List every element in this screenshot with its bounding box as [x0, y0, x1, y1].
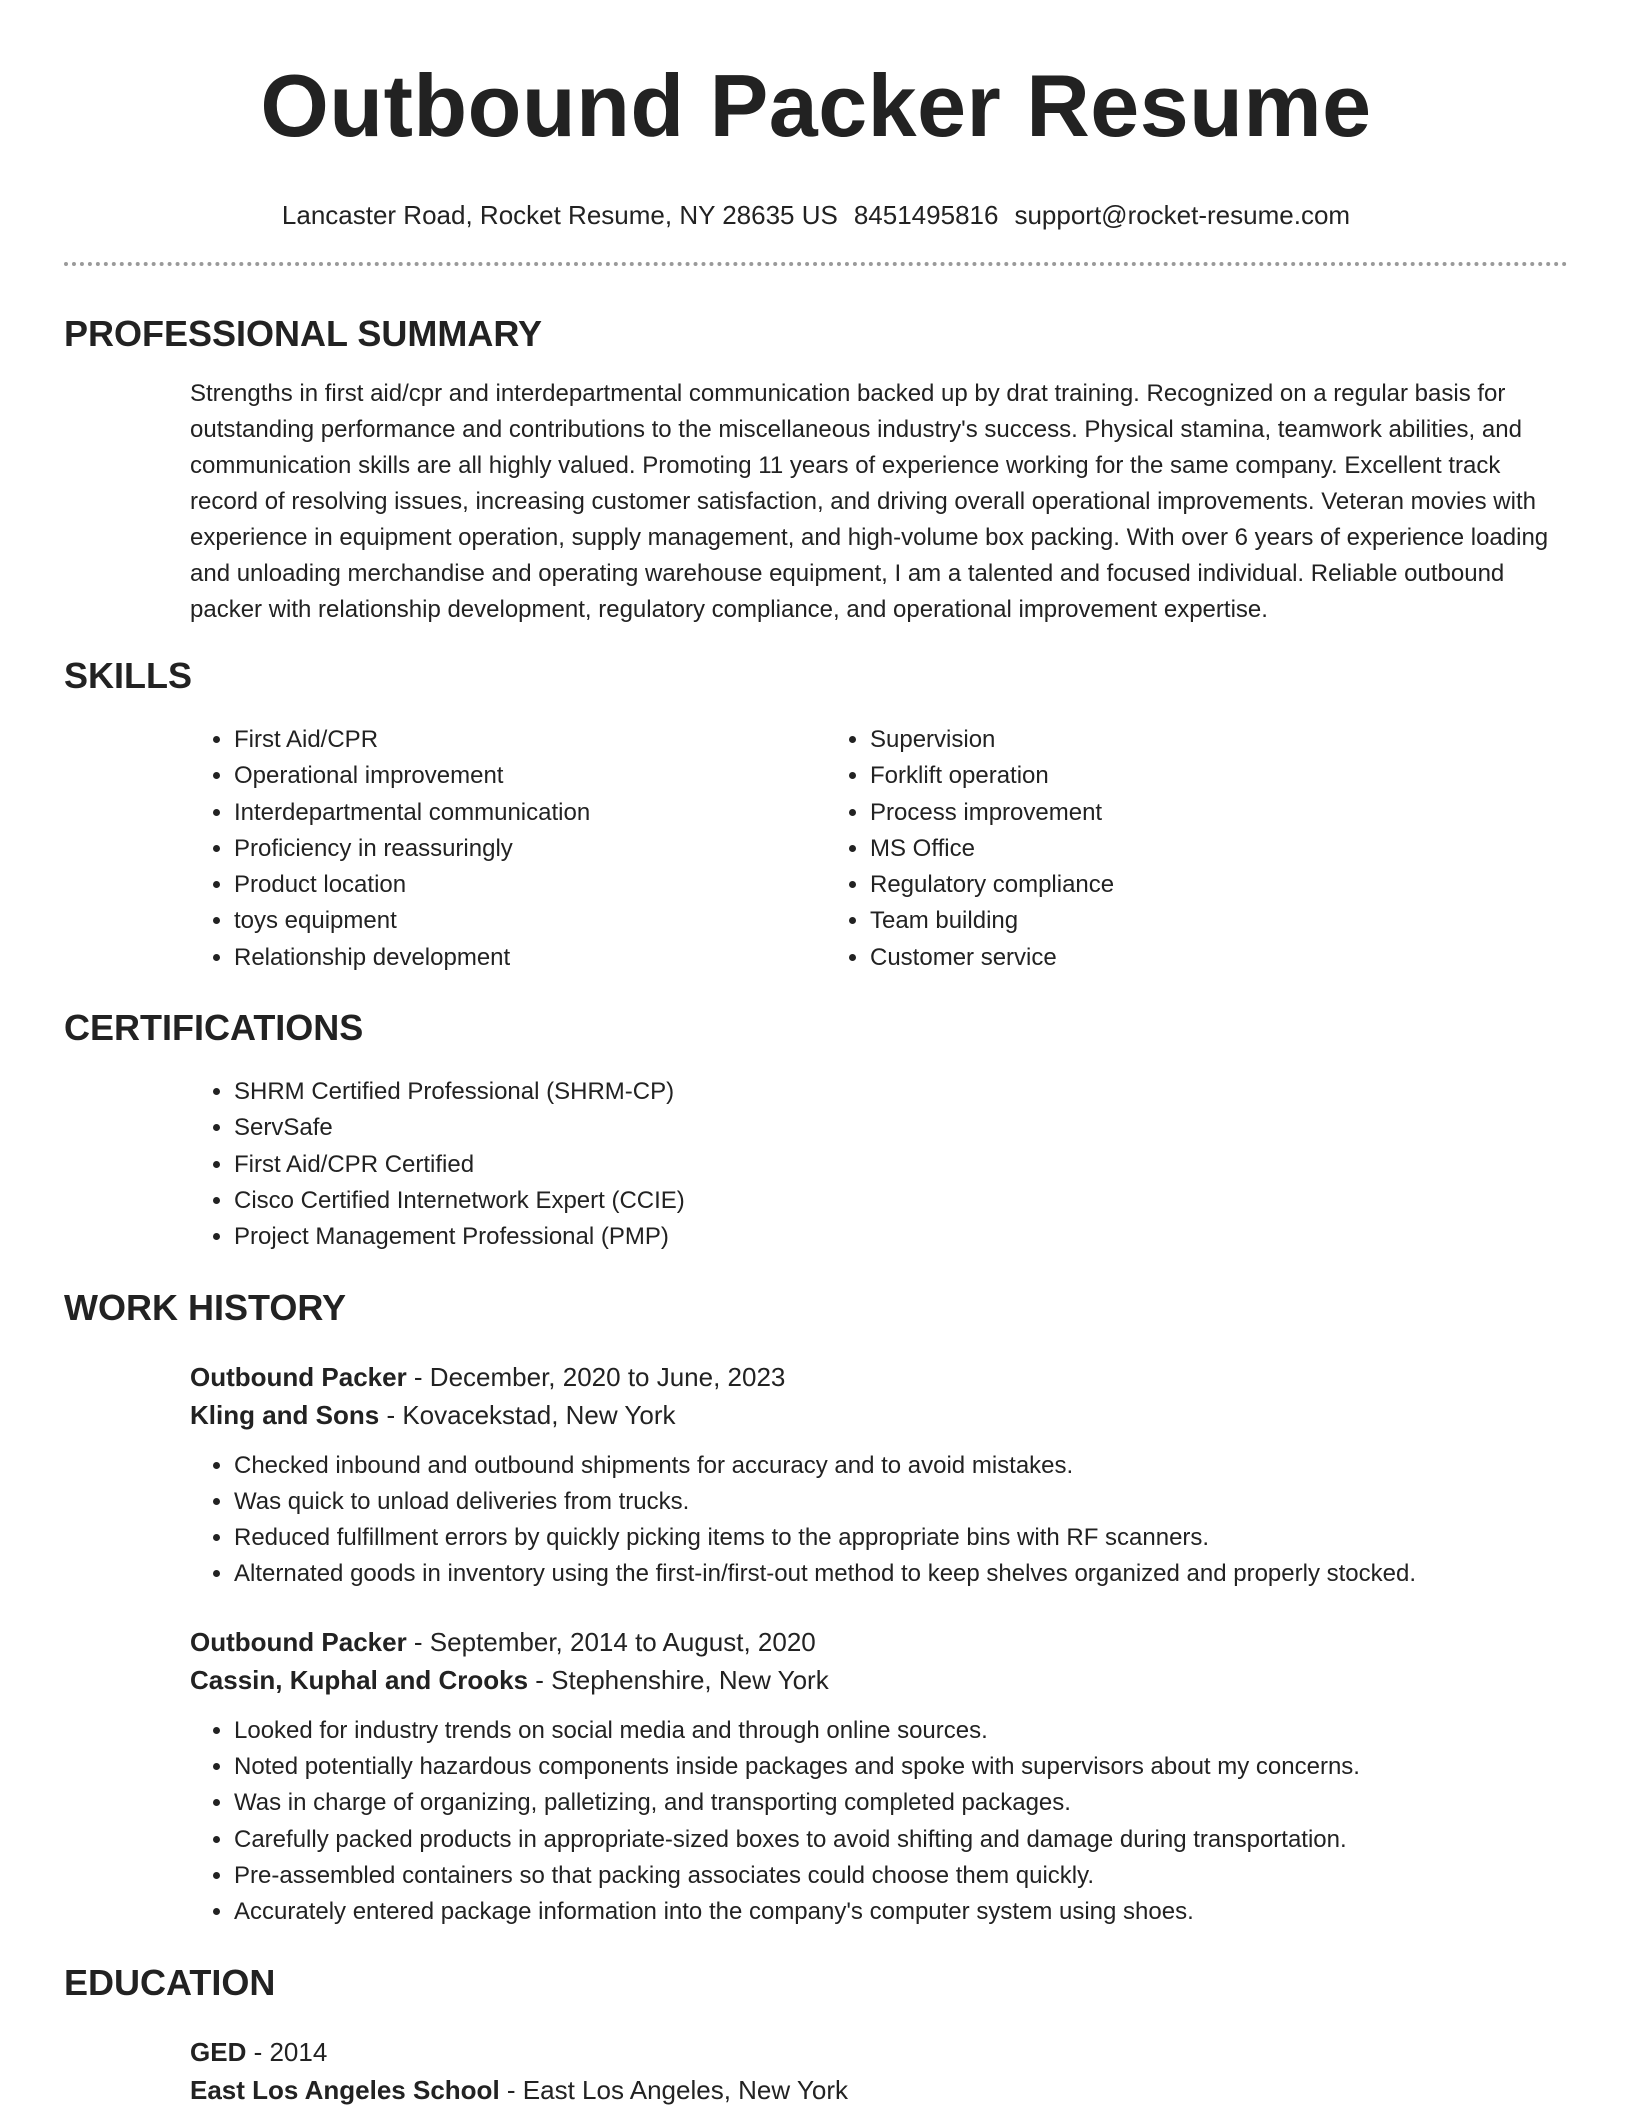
- job-bullet: • Reduced fulfillment errors by quickly picking items to the appropriate bins with RF scanners.: [234, 1520, 1568, 1556]
- skill-item: • Team building: [870, 903, 1462, 939]
- section-certifications: [64, 1006, 1568, 1255]
- section-title-skills: SKILLS: [64, 655, 193, 696]
- job-company: Kling and Sons: [190, 1399, 380, 1430]
- skill-item: • Customer service: [870, 940, 1462, 976]
- education-location: - East Los Angeles, New York: [499, 2074, 848, 2105]
- skill-item: • Product location: [234, 867, 826, 903]
- skill-item: • Forklift operation: [870, 758, 1462, 794]
- job-company-line: [190, 1396, 1568, 1434]
- job-location: - Kovacekstad, New York: [379, 1399, 676, 1430]
- education-year: - 2014: [246, 2036, 328, 2067]
- certification-item: • SHRM Certified Professional (SHRM-CP): [234, 1074, 1568, 1110]
- resume-title: Outbound Packer Resume: [260, 56, 1372, 155]
- section-title-education: EDUCATION: [64, 1961, 276, 2003]
- job-company-line: [190, 1661, 1568, 1699]
- summary-text: Strengths in first aid/cpr and interdepartmental communication backed up by drat training. Recognized on a regular basis for outstanding performance and contributions to the miscellaneous industry's success. Physical stamina, teamwork abilities, and communication skills are all highly valued. Promoting 11 years of experience working for the same company. Excellent track record of resolving issues, increasing customer satisfaction, and driving overall operational improvements. Veteran movies with experience in equipment operation, supply management, and high-volume box packing. With over 6 years of experience loading and unloading merchandise and operating warehouse equipment, I am a talented and focused individual. Reliable outbound packer with relationship development, regulatory compliance, and operational improvement expertise.: [190, 380, 1549, 623]
- certification-item: • Cisco Certified Internetwork Expert (CCIE): [234, 1183, 1568, 1219]
- section-title-summary: PROFESSIONAL SUMMARY: [64, 313, 543, 354]
- contact-email: support@rocket-resume.com: [1014, 200, 1351, 230]
- job-bullet: • Accurately entered package information into the company's computer system using shoes.: [234, 1894, 1568, 1930]
- skill-item: • MS Office: [870, 831, 1462, 867]
- skill-item: • toys equipment: [234, 903, 826, 939]
- education-degree: GED: [190, 2036, 247, 2067]
- contact-phone: 8451495816: [853, 200, 999, 230]
- certification-item: • ServSafe: [234, 1110, 1568, 1146]
- education-school-line: [190, 2071, 1568, 2109]
- skill-item: • Relationship development: [234, 940, 826, 976]
- job-bullet: • Checked inbound and outbound shipments for accuracy and to avoid mistakes.: [234, 1448, 1568, 1484]
- job-role-line: [190, 1623, 1568, 1661]
- job-entry: [190, 1623, 1568, 1931]
- skills-list-left: [190, 722, 826, 976]
- skill-item: • Interdepartmental communication: [234, 795, 826, 831]
- section-education: [64, 1961, 1568, 2109]
- skill-item: • Proficiency in reassuringly: [234, 831, 826, 867]
- job-bullet: • Noted potentially hazardous components inside packages and spoke with supervisors about my concerns.: [234, 1749, 1568, 1785]
- job-role-line: [190, 1358, 1568, 1396]
- skills-list-right: [826, 722, 1462, 976]
- section-title-work: WORK HISTORY: [64, 1286, 347, 1328]
- education-entry: [190, 2033, 1568, 2109]
- certifications-list: [190, 1074, 1568, 1255]
- job-bullet: • Carefully packed products in appropriate-sized boxes to avoid shifting and damage during transportation.: [234, 1822, 1568, 1858]
- job-role: Outbound Packer: [190, 1626, 407, 1657]
- certification-item: • First Aid/CPR Certified: [234, 1147, 1568, 1183]
- header-divider: [64, 262, 1568, 266]
- section-summary: [64, 312, 1568, 628]
- job-bullets: [190, 1448, 1568, 1593]
- skills-columns: [190, 722, 1568, 976]
- job-entry: [190, 1358, 1568, 1593]
- job-company: Cassin, Kuphal and Crooks: [190, 1664, 529, 1695]
- section-skills: [64, 654, 1568, 976]
- skill-item: • Process improvement: [870, 795, 1462, 831]
- job-location: - Stephenshire, New York: [528, 1664, 829, 1695]
- job-bullet: • Was quick to unload deliveries from trucks.: [234, 1484, 1568, 1520]
- skill-item: • Operational improvement: [234, 758, 826, 794]
- education-degree-line: [190, 2033, 1568, 2071]
- job-bullet: • Alternated goods in inventory using the first-in/first-out method to keep shelves organized and properly stocked.: [234, 1556, 1568, 1592]
- job-bullet: • Looked for industry trends on social media and through online sources.: [234, 1713, 1568, 1749]
- certification-item: • Project Management Professional (PMP): [234, 1219, 1568, 1255]
- section-title-certifications: CERTIFICATIONS: [64, 1007, 364, 1049]
- job-bullet: • Was in charge of organizing, palletizing, and transporting completed packages.: [234, 1785, 1568, 1821]
- job-role: Outbound Packer: [190, 1361, 407, 1392]
- job-dates: - September, 2014 to August, 2020: [406, 1626, 816, 1657]
- contact-address: Lancaster Road, Rocket Resume, NY 28635 US: [281, 200, 838, 230]
- skill-item: • Regulatory compliance: [870, 867, 1462, 903]
- job-bullets: [190, 1713, 1568, 1931]
- skill-item: • Supervision: [870, 722, 1462, 758]
- contact-line: [64, 198, 1568, 232]
- section-work-history: [64, 1286, 1568, 1931]
- skill-item: • First Aid/CPR: [234, 722, 826, 758]
- job-bullet: • Pre-assembled containers so that packing associates could choose them quickly.: [234, 1858, 1568, 1894]
- education-school: East Los Angeles School: [190, 2074, 500, 2105]
- job-dates: - December, 2020 to June, 2023: [406, 1361, 786, 1392]
